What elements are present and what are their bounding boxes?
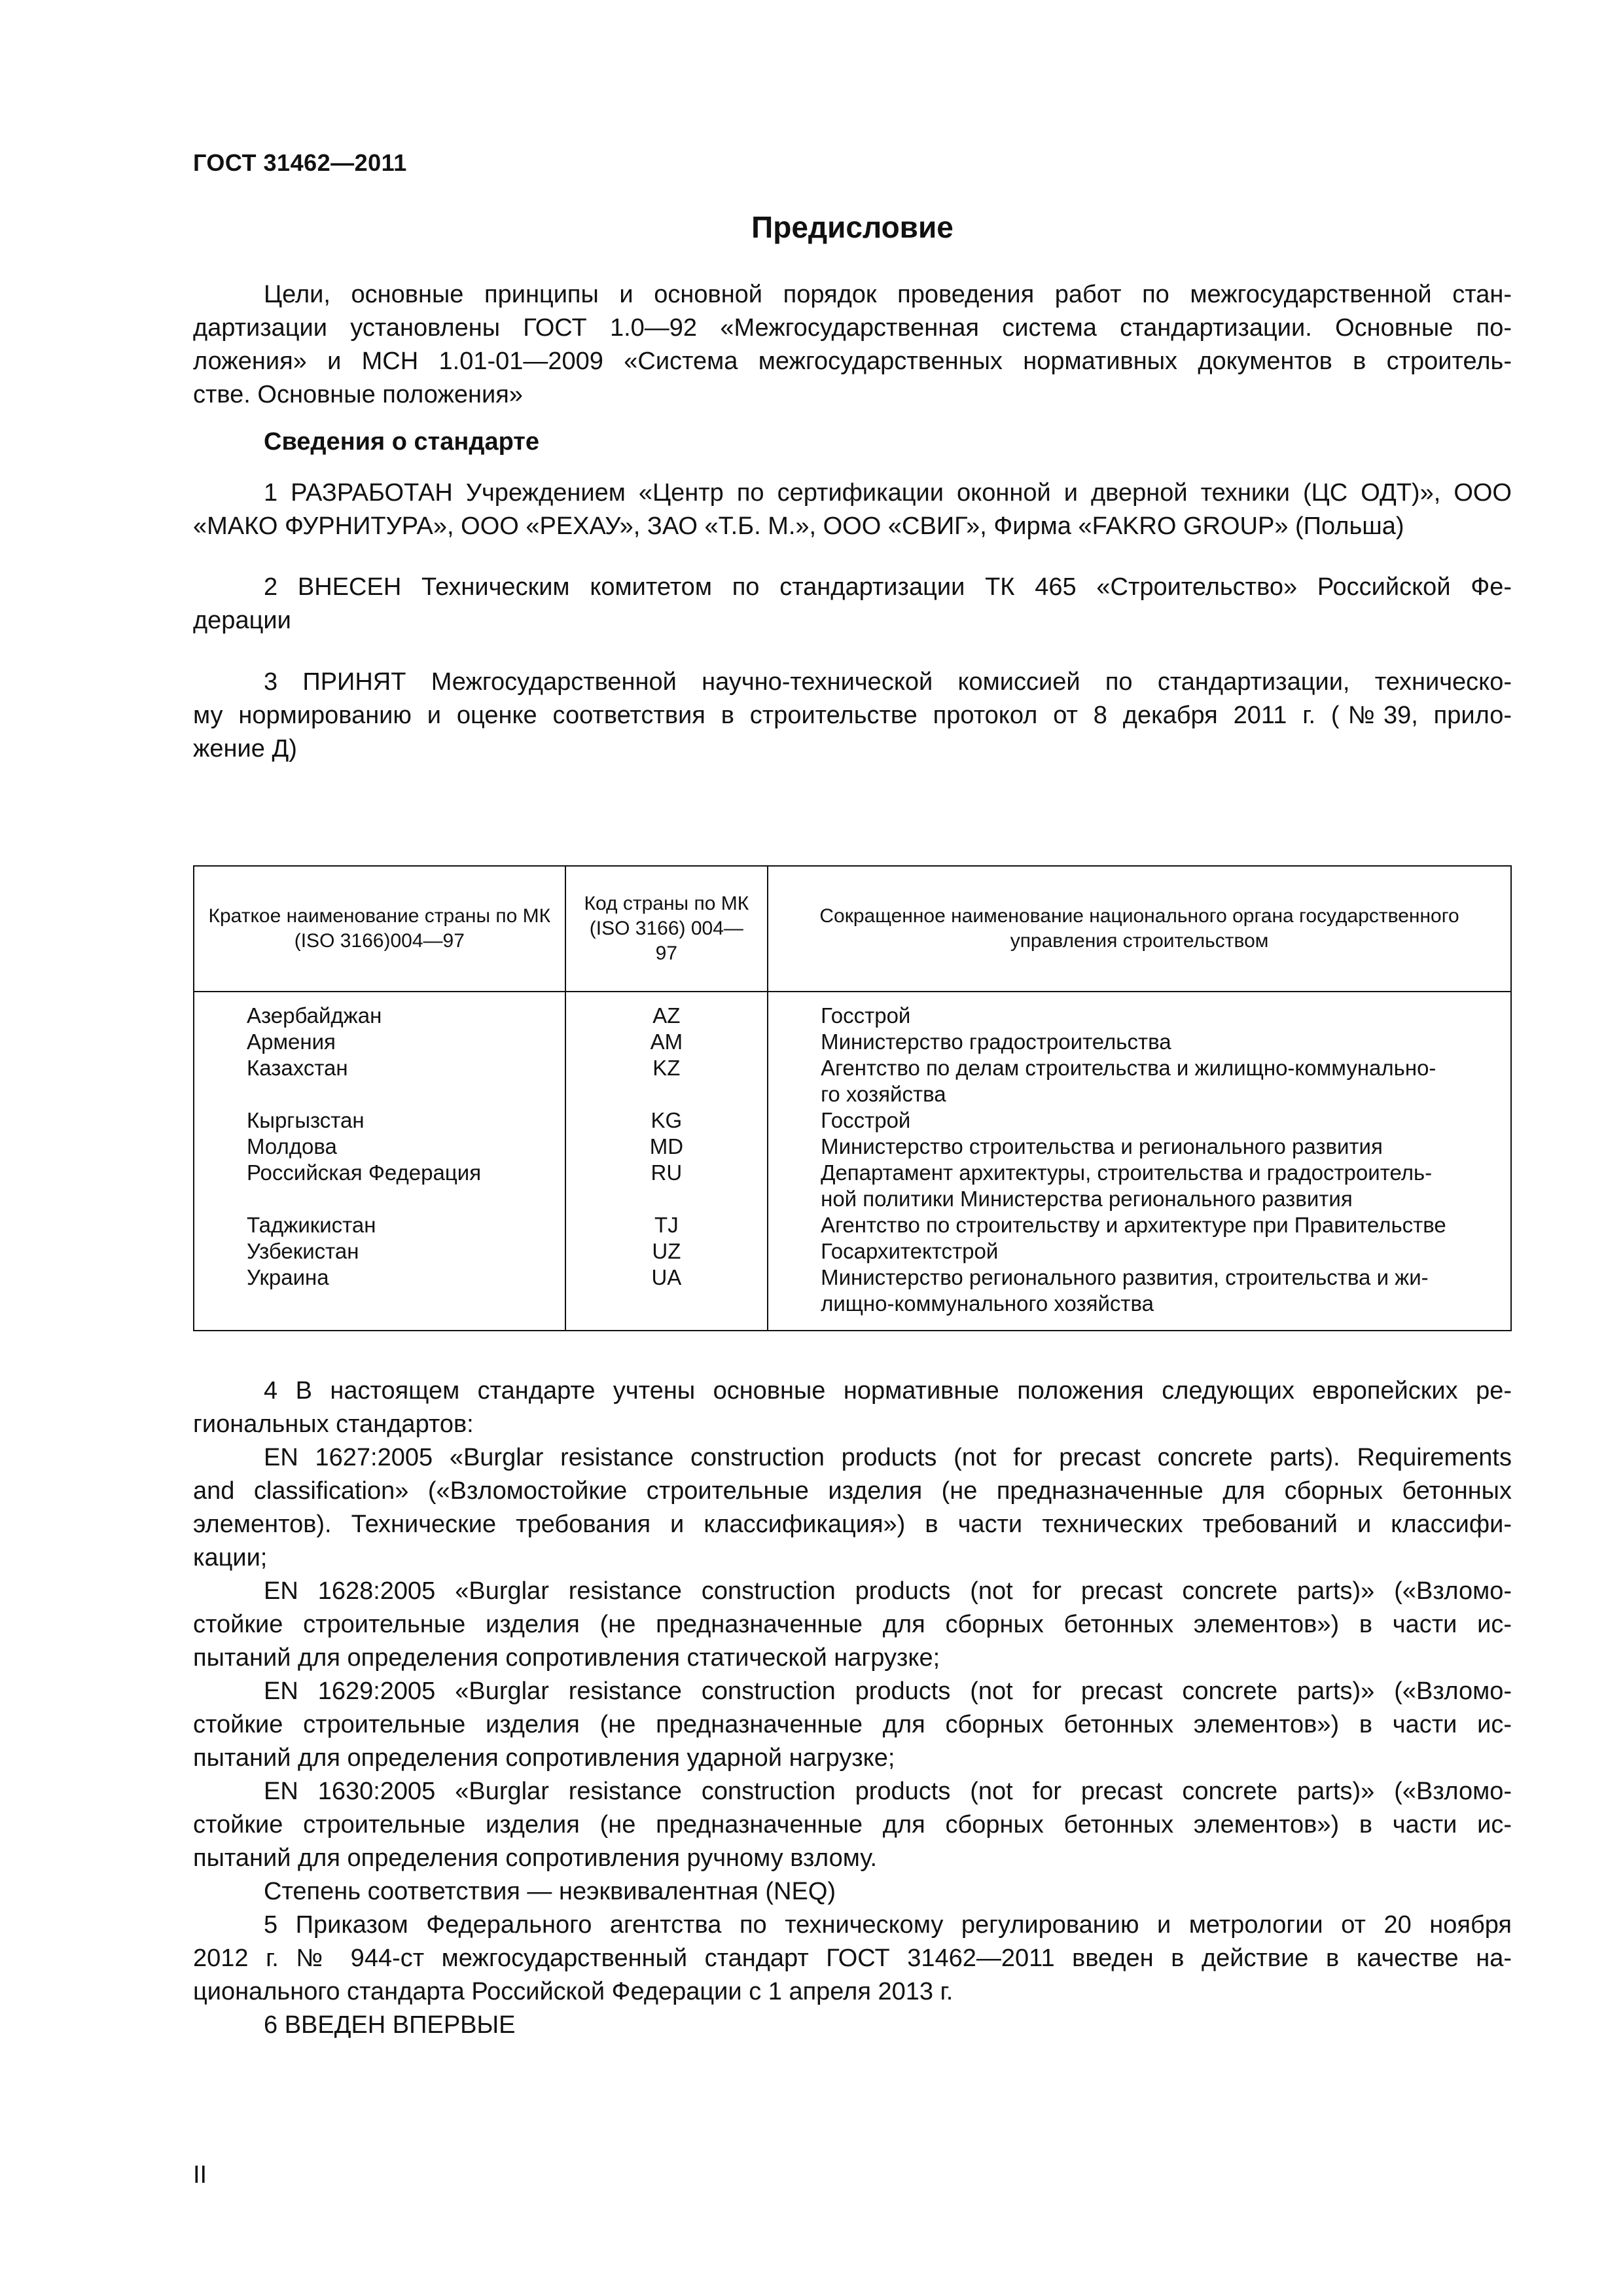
text-line: Степень соответствия — неэквивалентная (NEQ) [264, 1878, 836, 1905]
country-name: Таджикистан [247, 1213, 376, 1237]
country-code: AM [650, 1030, 683, 1054]
text-line: 5 Приказом Федерального агентства по техническому регулированию и метрологии от 20 ноября [264, 1911, 1512, 1939]
country-code: AZ [652, 1003, 681, 1028]
country-name: Казахстан [247, 1056, 348, 1080]
standard-info-heading: Сведения о стандарте [264, 428, 540, 456]
agency-name: Агентство по строительству и архитектуре при Правительстве [821, 1213, 1446, 1237]
text-line: ционального стандарта Российской Федерации с 1 апреля 2013 г. [193, 1978, 954, 2005]
text-line: EN 1629:2005 «Burglar resistance construction products (not for precast concrete parts)» («Взломо- [264, 1677, 1512, 1705]
agency-column [768, 992, 1511, 1331]
text-line: 2012 г. № 944-ст межгосударственный стандарт ГОСТ 31462—2011 введен в действие в качестве на- [193, 1945, 1512, 1972]
text-line: жение Д) [193, 735, 297, 762]
text-line: 4 В настоящем стандарте учтены основные нормативные положения следующих европейских ре- [264, 1377, 1512, 1405]
text-line: пытаний для определения сопротивления ручному взлому. [193, 1844, 878, 1872]
agency-name: Госстрой [821, 1108, 911, 1132]
agency-name: Агентство по делам строительства и жилищно-коммунально- [821, 1056, 1436, 1080]
agency-name: Департамент архитектуры, строительства и градостроитель- [821, 1160, 1433, 1185]
text-line: пытаний для определения сопротивления статической нагрузке; [193, 1644, 940, 1672]
text-line: Цели, основные принципы и основной порядок проведения работ по межгосударственной стан- [264, 281, 1512, 308]
text-line: EN 1627:2005 «Burglar resistance construction products (not for precast concrete parts). Requirements [264, 1444, 1512, 1471]
country-column [194, 992, 565, 1331]
agency-name: Министерство строительства и регионального развития [821, 1134, 1383, 1158]
text-line: кации; [193, 1544, 268, 1571]
country-name: Российская Федерация [247, 1160, 482, 1185]
country-code: KZ [652, 1056, 681, 1080]
country-name: Азербайджан [247, 1003, 382, 1028]
text-line: стойкие строительные изделия (не предназначенные для сборных бетонных элементов») в части ис- [193, 1711, 1512, 1738]
text-line: ложения» и МСН 1.01-01—2009 «Система межгосударственных нормативных документов в строитель- [193, 348, 1512, 375]
text-line: 3 ПРИНЯТ Межгосударственной научно-технической комиссией по стандартизации, техническо- [264, 668, 1512, 696]
country-code: RU [651, 1160, 683, 1185]
country-name: Украина [247, 1265, 329, 1289]
item-2-introduced-by [193, 571, 1512, 637]
text-line: стойкие строительные изделия (не предназначенные для сборных бетонных элементов») в части ис- [193, 1611, 1512, 1638]
text-line: «МАКО ФУРНИТУРА», ООО «РЕХАУ», ЗАО «Т.Б. М.», ООО «СВИГ», Фирма «FAKRO GROUP» (Польша) [193, 512, 1404, 540]
text-line: дартизации установлены ГОСТ 1.0—92 «Межгосударственная система стандартизации. Основные по- [193, 314, 1512, 342]
country-name: Узбекистан [247, 1239, 359, 1263]
agency-name: Госстрой [821, 1003, 911, 1028]
text-line: дерации [193, 607, 291, 634]
item-4-european-standards [193, 1374, 1512, 2042]
text-line: му нормированию и оценке соответствия в строительстве протокол от 8 декабря 2011 г. (№39, прило- [193, 702, 1512, 729]
item-3-adopted-by [193, 666, 1512, 766]
text-line: пытаний для определения сопротивления ударной нагрузке; [193, 1744, 895, 1772]
column-header-country: Краткое наименование страны по МК (ISO 3166)004—97 [194, 866, 565, 992]
code-column [565, 992, 768, 1331]
agency-name-continued: лищно-коммунального хозяйства [821, 1291, 1154, 1316]
table-header-row [194, 866, 1511, 992]
intro-paragraph [193, 278, 1512, 412]
text-line: 6 ВВЕДЕН ВПЕРВЫЕ [264, 2011, 516, 2039]
country-code: MD [649, 1134, 684, 1158]
page-number: II [193, 2161, 207, 2189]
column-header-agency: Сокращенное наименование национального органа государственного управления строительством [768, 866, 1511, 992]
country-name: Кыргызстан [247, 1108, 365, 1132]
text-line: стве. Основные положения» [193, 381, 523, 408]
document-code: ГОСТ 31462—2011 [193, 149, 407, 176]
country-code: UZ [652, 1239, 681, 1263]
text-line: 1 РАЗРАБОТАН Учреждением «Центр по сертификации оконной и дверной техники (ЦС ОДТ)», ООО [264, 479, 1512, 507]
text-line: стойкие строительные изделия (не предназначенные для сборных бетонных элементов») в части ис- [193, 1811, 1512, 1839]
text-line: 2 ВНЕСЕН Техническим комитетом по стандартизации ТК 465 «Строительство» Российской Фе- [264, 573, 1512, 601]
countries-table [193, 865, 1512, 1331]
country-code: UA [651, 1265, 682, 1289]
table-body [194, 992, 1511, 1331]
agency-name-continued: ной политики Министерства регионального развития [821, 1187, 1353, 1211]
column-header-code: Код страны по МК (ISO 3166) 004—97 [565, 866, 768, 992]
item-1-developed-by [193, 476, 1512, 543]
agency-name: Госархитектстрой [821, 1239, 999, 1263]
text-line: EN 1628:2005 «Burglar resistance construction products (not for precast concrete parts)» («Взломо- [264, 1577, 1512, 1605]
agency-name-continued: го хозяйства [821, 1082, 946, 1106]
country-code: KG [651, 1108, 683, 1132]
agency-name: Министерство градостроительства [821, 1030, 1171, 1054]
country-code: TJ [654, 1213, 679, 1237]
text-line: EN 1630:2005 «Burglar resistance construction products (not for precast concrete parts)» («Взломо- [264, 1778, 1512, 1805]
agency-name: Министерство регионального развития, строительства и жи- [821, 1265, 1429, 1289]
country-name: Армения [247, 1030, 336, 1054]
country-name: Молдова [247, 1134, 337, 1158]
text-line: элементов). Технические требования и классификация») в части технических требований и классифи- [193, 1511, 1512, 1538]
text-line: гиональных стандартов: [193, 1410, 474, 1438]
page-title: Предисловие [751, 210, 954, 244]
text-line: and classification» («Взломостойкие строительные изделия (не предназначенные для сборных бетонных [193, 1477, 1512, 1505]
